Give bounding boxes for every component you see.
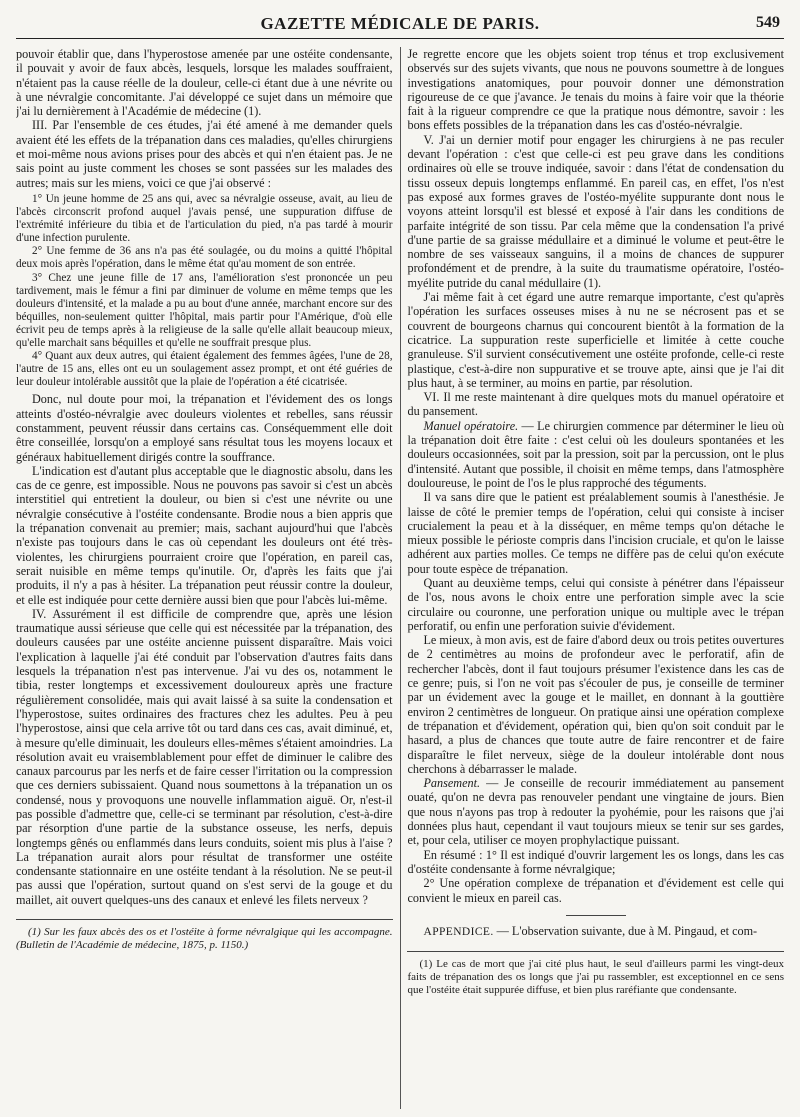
paragraph: Le mieux, à mon avis, est de faire d'abord deux ou trois petites ouvertures de 2 centimètres au moins de profondeur avec le perforatif, afin de rechercher l'abcès, dont il faut toujours présumer l'existence dans les cas de ce genre; puis, si l'on ne voit pas s'écouler de pus, je conseille de terminer par un évidement avec la gouge et le maillet, en donnant à la gouttière environ 2 centimètres de longueur. On pratique ainsi une opération complexe de trépanation et d'évidement, opération qui, bien qu'on soit conduit par le hasard, a plus de chances que toute autre de faire rencontrer et de faire disparaître le filet nerveux, siège de la douleur intolérable dont nous cherchons à débarrasser le malade.: [407, 633, 784, 776]
observation-1: 1° Un jeune homme de 25 ans qui, avec sa névralgie osseuse, avait, au lieu de l'abcès circonscrit profond auquel j'avais pensé, une suppuration diffuse de l'extrémité inférieure du tibia et de l'articulation du pied, n'a pas tardé à mourir d'une infection purulente.: [16, 192, 393, 245]
paragraph: VI. Il me reste maintenant à dire quelques mots du manuel opératoire et du pansement.: [407, 390, 784, 419]
article-columns: [16, 47, 784, 1117]
paragraph: Quant au deuxième temps, celui qui consiste à pénétrer dans l'épaisseur de l'os, nous avons le choix entre une perforation simple avec la scie circulaire ou couronne, une perforation unique ou multiple avec le trépan perforatif, ou enfin une perforation suivie d'évidement.: [407, 575, 784, 633]
paragraph-text: — L'observation suivante, due à M. Pingaud, et com-: [493, 923, 758, 938]
paragraph: V. J'ai un dernier motif pour engager les chirurgiens à ne pas reculer devant l'opération : c'est que celle-ci est peu grave dans les conditions ordinaires où elle se trouve indiquée, savoir : dans l'état de condensation du tissu osseux depuis longtemps enflammé. En pareil cas, en effet, l'os n'est pas exposé aux formes graves de l'ostéo-myélite suppurante dont nous le voyons atteint lorsqu'il est blessé et exposé à l'air dans les conditions de parfaite intégrité de son tissu. Par cela même que la condensation l'a privé d'une partie de sa graisse médullaire et a diminué le volume et peut-être le nombre de ses vaisseaux sanguins, il a moins de chances de suppurer profondément et de prendre, à la suite du traumatisme opératoire, l'ostéo-myélite putride du canal médullaire (1).: [407, 132, 784, 290]
left-column: [16, 47, 400, 1117]
paragraph: L'indication est d'autant plus acceptable que le diagnostic absolu, dans les cas de ce genre, est impossible. Nous ne pouvons pas savoir si c'est un abcès interstitiel qui entretient la douleur, ou bien si c'est une névrite ou une névralgie consécutive à l'ostéite condensante. Brodie nous a bien appris que la trépanation convenait au premier; mais, sachant aujourd'hui que l'abcès n'existe pas toujours dans le cas où cependant les douleurs ont été très-violentes, les chirurgiens pourraient croire que l'opération, en pareil cas, serait nuisible en même temps qu'inutile. Or, d'après les faits que j'ai produits, il n'y a pas à hésiter. La trépanation peut réussir contre la douleur, et elle est indiquée pour cette dernière aussi bien que pour l'abcès lui-même.: [16, 463, 393, 607]
paragraph: 2° Une opération complexe de trépanation et d'évidement est celle qui convient le mieux en pareil cas.: [407, 876, 784, 905]
right-column: [400, 47, 784, 1117]
paragraph: Il va sans dire que le patient est préalablement soumis à l'anesthésie. Je laisse de côté le premier temps de l'opération, celui qui consiste à inciser crucialement la peau et à la disséquer, en même temps qu'on détache le mieux possible le périoste compris dans l'incision cruciale, et qu'on le laisse adhérent aux parties molles. Ce temps ne diffère pas de celui qu'on exécute pour toute espèce de trépanation.: [407, 490, 784, 576]
paragraph: [407, 924, 784, 939]
paragraph: Je regrette encore que les objets soient trop ténus et trop exclusivement observés sur des sujets vivants, que nous ne pouvons soumettre à de longues investigations anatomiques, pour pouvoir donner une démonstration rigoureuse de ce que j'avance. Je tenais du moins à faire voir que la théorie fait à la rigueur comprendre ce que la pratique nous démontre, savoir : les bons effets possibles de la trépanation dans les cas d'ostéo-névralgie.: [407, 47, 784, 133]
paragraph: [407, 776, 784, 847]
paragraph: [407, 419, 784, 490]
paragraph-text: — Le chirurgien commence par déterminer le lieu où la trépanation doit être faite : c'est celui où les douleurs spontanées et les douleurs occasionnées, soit par la pression, soit par la percussion, ont le plus d'intensité. Autant que possible, il choisit en même temps, dans l'atmosphère douloureuse, le point de l'os le plus rapproché des téguments.: [407, 418, 784, 490]
journal-title: GAZETTE MÉDICALE DE PARIS.: [260, 14, 540, 33]
paragraph: IV. Assurément il est difficile de comprendre que, après une lésion traumatique aussi sérieuse que celle qui est nécessitée par la trépanation, des douleurs causées par une ostéite ancienne puissent disparaître. Mais voici l'explication à laquelle j'ai été conduit par l'observation d'autres faits dans lesquels la trépanation n'est pas intervenue. J'ai vu des os, notamment le tibia, rester longtemps et excessivement douloureux après une fracture régulièrement consolidée, mais qui avait laissé à sa suite la condensation et l'hyperostose, suites ordinaires des fractures chez les adultes. Peu à peu l'hyperostose, ainsi que cela arrive tôt ou tard dans ces cas, avait diminué, et, à mesure qu'elle diminuait, les douleurs elles-mêmes s'étaient amoindries. La résolution avait eu vraisemblablement pour effet de diminuer le calibre des canaux parcourus par les nerfs et de faire cesser l'irritation ou la compression que ces derniers subissaient. Quand nous soumettons à la trépanation un os condensé, nous y provoquons une nouvelle inflammation aiguë. Or, n'est-il pas possible d'admettre que, celle-ci se terminant par résolution, c'est-à-dire par résorption d'une partie de la substance osseuse, les nerfs, depuis longtemps gênés ou enflammés dans leurs conduits, soient mis plus à l'aise ? La trépanation aurait alors pour résultat de transformer une ostéite condensante stationnaire en une ostéite tendant à la résolution. Ne se peut-il pas aussi que l'opération, surtout quand on s'est servi de la gouge et du maillet, ait ouvert quelques-uns des canaux et enlevé les filets nerveux ?: [16, 606, 393, 907]
footnote: (1) Sur les faux abcès des os et l'ostéite à forme névralgique qui les accompagne. (Bulletin de l'Académie de médecine, 1875, p. 1150.): [16, 926, 393, 951]
paragraph: En résumé : 1° Il est indiqué d'ouvrir largement les os longs, dans les cas d'ostéite condensante à forme névralgique;: [407, 847, 784, 876]
observation-4: 4° Quant aux deux autres, qui étaient également des femmes âgées, l'une de 28, l'autre de 15 ans, elles ont eu un soulagement assez prompt, et ont été guéries de leur douleur intolérable aussitôt que la plaie de l'opération a été cicatrisée.: [16, 350, 393, 389]
section-separator: [566, 915, 626, 916]
paragraph-text: — Je conseille de recourir immédiatement au pansement ouaté, qu'on ne devra pas renouveler pendant une vingtaine de jours. Bien que nous n'ayons pas trop à redouter la pyohémie, pour les raisons que j'ai données plus haut, cependant il vaut toujours mieux se tenir sur ses gardes, et, pour cela, utiliser ce moyen prophylactique puissant.: [407, 776, 784, 848]
observation-3: 3° Chez une jeune fille de 17 ans, l'amélioration s'est prononcée un peu tardivement, mais le fémur a fini par diminuer de volume en même temps que les douleurs d'intensité, et la malade a pu au bout d'une année, marchant encore sur des béquilles, non-seulement quitter l'hôpital, mais partir pour l'Amérique, d'où elle écrivit peu de temps après à la religieuse de la salle qu'elle allait beaucoup mieux, qu'elle marchait sans béquilles et qu'elle ne souffrait presque plus.: [16, 271, 393, 349]
footnote-divider: [16, 919, 393, 920]
paragraph: III. Par l'ensemble de ces études, j'ai été amené à me demander quels avaient été les effets de la trépanation dans ces maladies, qu'elles chirurgiens et moi-même nous avions prises pour des abcès et qui n'en étaient pas. Je ne sais point au juste comment les choses se sont passées sur les malades des autres; mais sur les miens, voici ce que j'ai observé :: [16, 118, 393, 190]
paragraph: pouvoir établir que, dans l'hyperostose amenée par une ostéite condensante, il pouvait y avoir de faux abcès, lesquels, lorsque les malades souffraient, n'étaient pas la cause réelle de la douleur, celle-ci étant due à une névrite ou à une névralgie concomitante. J'ai développé ce sujet dans un mémoire que j'ai lu dernièrement à l'Académie de médecine (1).: [16, 47, 393, 119]
section-label-pansement: Pansement.: [423, 776, 481, 791]
paragraph: J'ai même fait à cet égard une autre remarque importante, c'est qu'après l'opération les surfaces osseuses mises à nu ne se nécrosent pas et se couvrent de bourgeons charnus qui concourent bientôt à la formation de la cicatrice. La suppuration reste superficielle et limitée à cette couche granuleuse. S'il survient consécutivement une ostéite profonde, celle-ci reste plastique, c'est-à-dire non suppurative et se trouve apte, ainsi que je l'ai dit plus haut, à se terminer, au moins en partie, par résolution.: [407, 290, 784, 390]
observation-2: 2° Une femme de 36 ans n'a pas été soulagée, ou du moins a quitté l'hôpital deux mois après l'opération, dans le même état qu'au moment de son entrée.: [16, 245, 393, 271]
appendix-label: APPENDICE.: [423, 925, 494, 938]
page-number: 549: [756, 14, 780, 31]
page-header: [16, 12, 784, 39]
footnote: (1) Le cas de mort que j'ai cité plus haut, le seul d'ailleurs parmi les vingt-deux faits de trépanation des os longs que j'ai pu rassembler, est exceptionnel en ce sens que l'ostéite était suppurée diffuse, et bien plus raréfiante que condensante.: [407, 958, 784, 996]
footnote-divider: [407, 951, 784, 952]
paragraph: Donc, nul doute pour moi, la trépanation et l'évidement des os longs atteints d'ostéo-névralgie avec douleurs violentes et rebelles, sans réussir constamment, peuvent réussir dans certains cas. Conséquemment elle doit être conseillée, lorsqu'on a employé sans résultat tous les moyens locaux et généraux habituellement dirigés contre la souffrance.: [16, 392, 393, 464]
section-label-manuel: Manuel opératoire.: [423, 418, 519, 433]
